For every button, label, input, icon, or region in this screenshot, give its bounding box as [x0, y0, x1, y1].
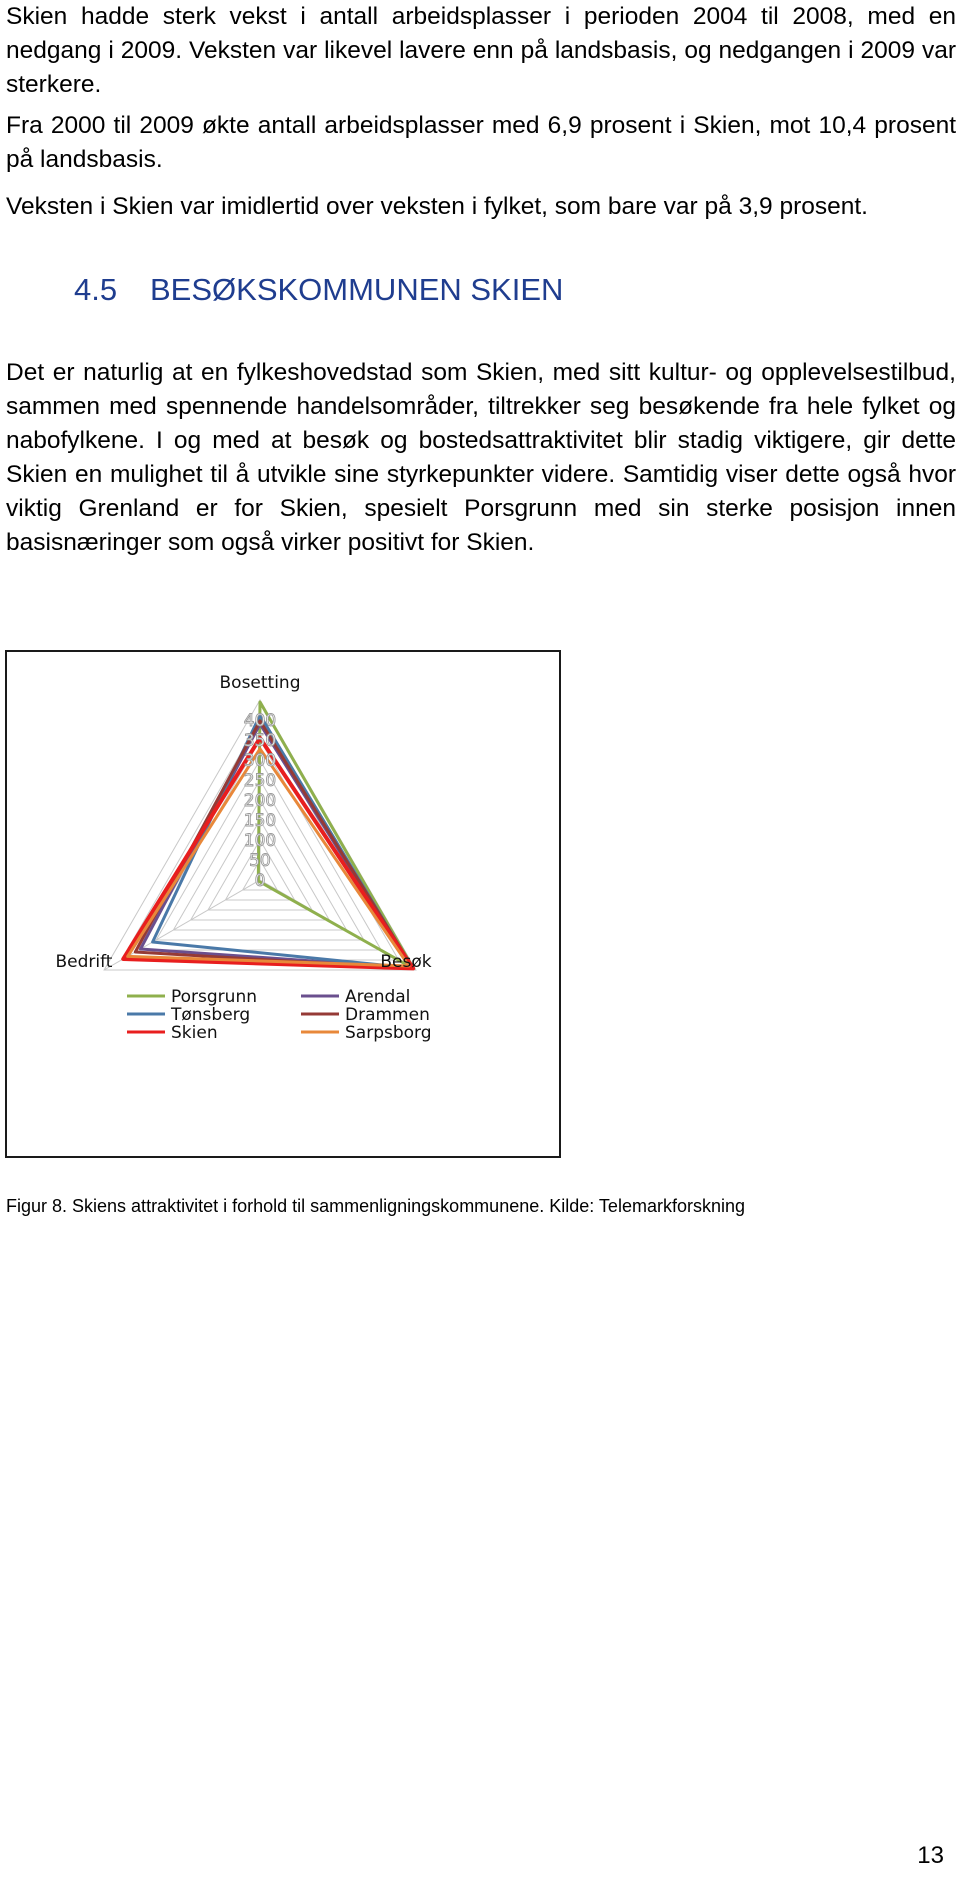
figure-caption: Figur 8. Skiens attraktivitet i forhold til sammenligningskommunene. Kilde: Telemarkforskning [6, 1196, 745, 1216]
legend-label: Drammen [345, 1005, 430, 1025]
radial-tick-label: 150 [243, 811, 277, 831]
radial-tick-label: 350 [243, 731, 277, 751]
radar-legend [127, 987, 432, 1043]
radar-chart [7, 652, 559, 1156]
radial-tick-label: 200 [243, 791, 277, 811]
legend-label: Arendal [345, 987, 411, 1007]
radial-tick-label: 50 [249, 851, 271, 871]
section-title: BESØKSKOMMUNEN SKIEN [150, 272, 564, 307]
radar-chart-figure [5, 650, 561, 1158]
paragraph-visitor-municipality: Det er naturlig at en fylkeshovedstad som Skien, med sitt kultur- og opplevelsestilbud, sammen med spennende handelsområder, tiltrekker seg besøkende fra hele fylket og nabofylkene. I og med at besøk og bostedsattraktivitet blir stadig viktigere, gir dette Skien en mulighet til å utvikle sine styrkepunkter videre. Samtidig viser dette også hvor viktig Grenland er for Skien, spesielt Porsgrunn med sin sterke posisjon innen basisnæringer som også virker positivt for Skien. [6, 359, 956, 556]
legend-label: Sarpsborg [345, 1023, 432, 1043]
legend-label: Tønsberg [171, 1005, 251, 1025]
intro-paragraph-employment: Skien hadde sterk vekst i antall arbeidsplasser i perioden 2004 til 2008, med en nedgang i 2009. Veksten var likevel lavere enn på landsbasis, og nedgangen i 2009 var sterkere. [6, 3, 956, 98]
legend-label: Skien [171, 1023, 218, 1043]
paragraph-county-growth: Veksten i Skien var imidlertid over veksten i fylket, som bare var på 3,9 prosent. [6, 193, 868, 220]
paragraph-growth-2000-2009: Fra 2000 til 2009 økte antall arbeidsplasser med 6,9 prosent i Skien, mot 10,4 prosent på landsbasis. [6, 112, 956, 173]
section-number: 4.5 [74, 272, 118, 307]
legend-label: Porsgrunn [171, 987, 257, 1007]
axis-label-bedrift: Bedrift [55, 952, 113, 972]
radial-tick-label: 0 [254, 871, 266, 891]
radar-tick-labels [244, 711, 276, 891]
page-number: 13 [917, 1842, 944, 1869]
section-heading [74, 272, 563, 308]
radial-tick-label: 250 [243, 771, 277, 791]
radial-tick-label: 300 [243, 751, 277, 771]
axis-label-besok: Besøk [380, 952, 432, 972]
axis-label-bosetting: Bosetting [219, 673, 301, 693]
radial-tick-label: 400 [243, 711, 277, 731]
radial-tick-label: 100 [243, 831, 277, 851]
